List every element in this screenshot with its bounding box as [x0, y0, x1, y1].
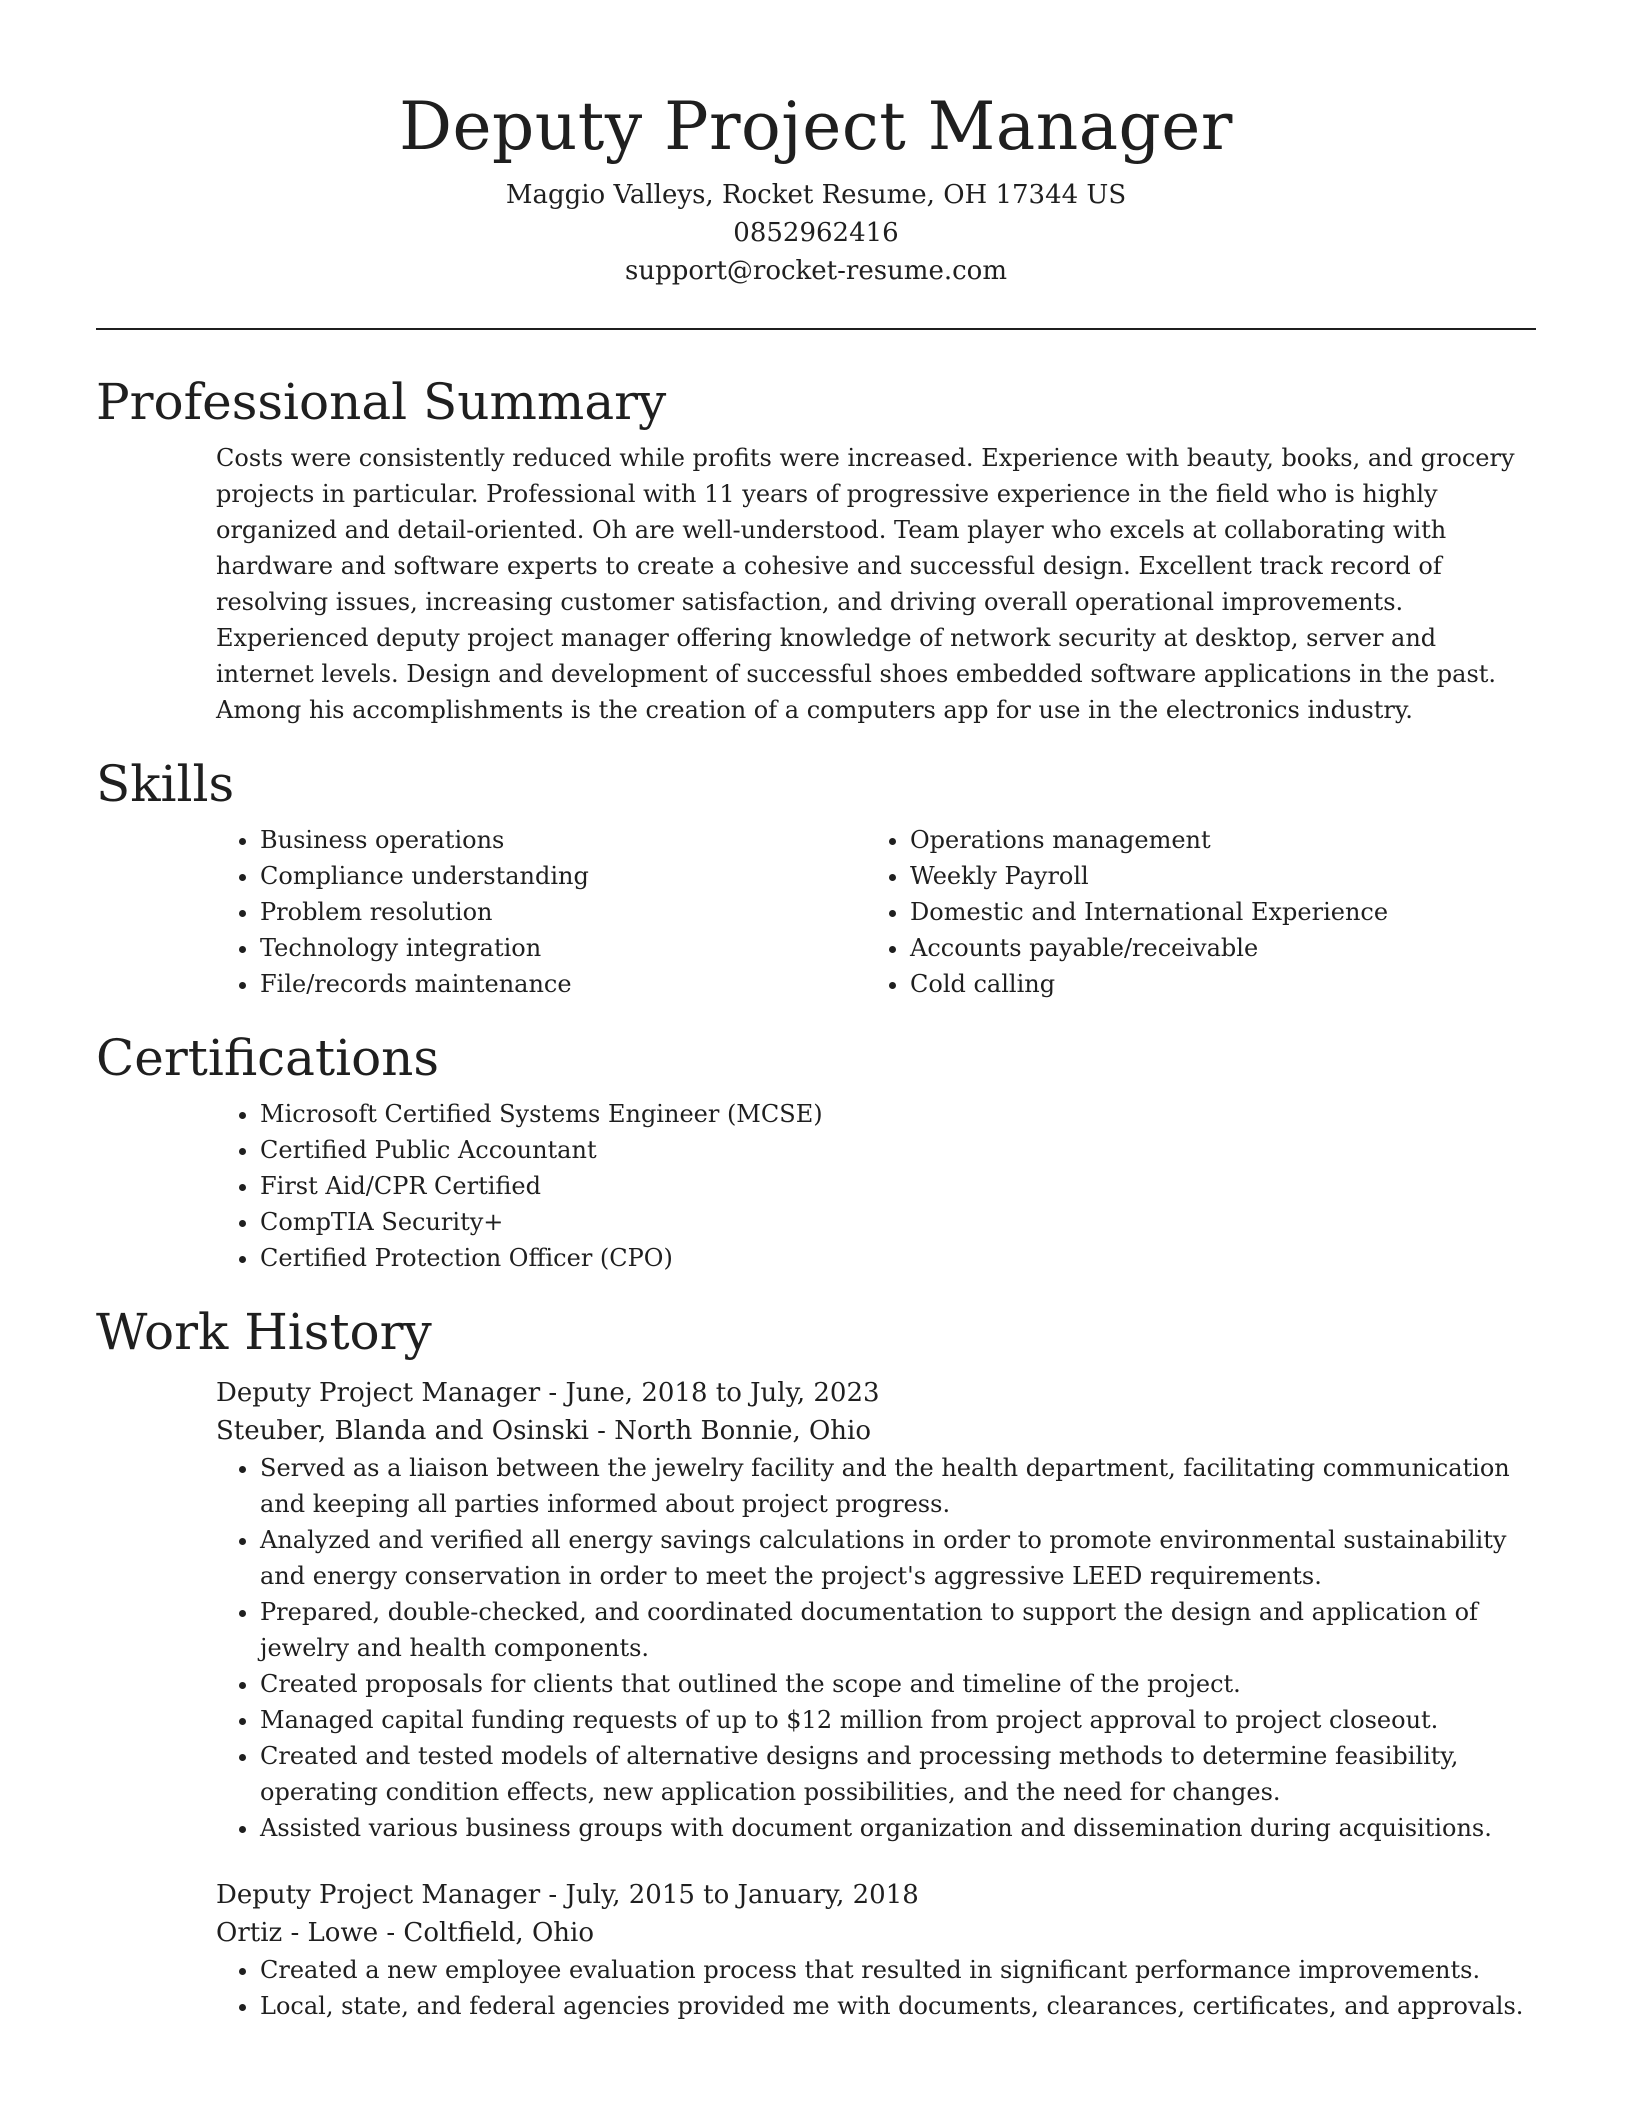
job-title-line: Deputy Project Manager - June, 2018 to July, 2023 — [216, 1378, 880, 1408]
job-title: Deputy Project Manager — [216, 1378, 541, 1408]
skills-heading: Skills — [96, 755, 235, 813]
job-location: North Bonnie, Ohio — [614, 1416, 872, 1446]
job-bullet: • Local, state, and federal agencies provided me with documents, clearances, certificates, and approvals. — [260, 1988, 1540, 2024]
resume-title: Deputy Project Manager — [399, 88, 1233, 165]
resume-header — [96, 0, 1536, 290]
job-entry — [216, 1876, 1536, 2024]
header-divider — [96, 328, 1536, 330]
job-location: Coltfield, Ohio — [403, 1918, 594, 1948]
job-bullet: • Created proposals for clients that outlined the scope and timeline of the project. — [260, 1666, 1540, 1702]
skill-item: • Operations management — [910, 822, 1516, 858]
certification-item: • CompTIA Security+ — [260, 1204, 1536, 1240]
job-dates: July, 2015 to January, 2018 — [565, 1880, 919, 1910]
skill-item: • Weekly Payroll — [910, 858, 1516, 894]
address-text: Maggio Valleys, Rocket Resume, OH 17344 US — [505, 180, 1127, 210]
skill-item: • Domestic and International Experience — [910, 894, 1516, 930]
skill-item: • Technology integration — [260, 930, 866, 966]
job-title: Deputy Project Manager — [216, 1880, 541, 1910]
job-bullet: • Assisted various business groups with document organization and dissemination during acquisitions. — [260, 1810, 1540, 1846]
skills-column-right — [866, 822, 1516, 1002]
skill-item: • Cold calling — [910, 966, 1516, 1002]
skill-item: • Compliance understanding — [260, 858, 866, 894]
job-company-line: Ortiz - Lowe - Coltfield, Ohio — [216, 1918, 594, 1948]
job-bullets — [216, 1450, 1536, 1846]
job-company: Steuber, Blanda and Osinski — [216, 1416, 589, 1446]
skill-item: • Business operations — [260, 822, 866, 858]
job-bullet: • Created a new employee evaluation process that resulted in significant performance improvements. — [260, 1952, 1540, 1988]
job-entry — [216, 1374, 1536, 1846]
skill-item: • File/records maintenance — [260, 966, 866, 1002]
skill-item: • Problem resolution — [260, 894, 866, 930]
job-bullet: • Created and tested models of alternative designs and processing methods to determine feasibility, operating condition effects, new application possibilities, and the need for changes. — [260, 1738, 1540, 1810]
job-dates: June, 2018 to July, 2023 — [565, 1378, 880, 1408]
job-bullets — [216, 1952, 1536, 2024]
skill-item: • Accounts payable/receivable — [910, 930, 1516, 966]
job-bullet: • Prepared, double-checked, and coordinated documentation to support the design and application of jewelry and health components. — [260, 1594, 1540, 1666]
work-history-heading: Work History — [96, 1303, 432, 1361]
job-bullet: • Managed capital funding requests of up to $12 million from project approval to project closeout. — [260, 1702, 1540, 1738]
resume-page — [96, 0, 1536, 2024]
certification-item: • Certified Public Accountant — [260, 1132, 1536, 1168]
job-bullet: • Analyzed and verified all energy savings calculations in order to promote environmental sustainability and energy conservation in order to meet the project's aggressive LEED requirements. — [260, 1522, 1540, 1594]
certification-item: • Certified Protection Officer (CPO) — [260, 1240, 1536, 1276]
skills-list — [216, 822, 1536, 1002]
certification-item: • Microsoft Certified Systems Engineer (MCSE) — [260, 1096, 1536, 1132]
phone-text: 0852962416 — [733, 218, 899, 248]
contact-block — [96, 176, 1536, 290]
skills-column-left — [216, 822, 866, 1002]
job-title-line: Deputy Project Manager - July, 2015 to January, 2018 — [216, 1880, 919, 1910]
summary-heading: Professional Summary — [96, 373, 667, 431]
email-text: support@rocket-resume.com — [624, 256, 1007, 286]
job-company-line: Steuber, Blanda and Osinski - North Bonnie, Ohio — [216, 1416, 872, 1446]
certifications-heading: Certifications — [96, 1029, 440, 1087]
certifications-list — [216, 1096, 1536, 1276]
job-bullet: • Served as a liaison between the jewelry facility and the health department, facilitating communication and keeping all parties informed about project progress. — [260, 1450, 1540, 1522]
job-company: Ortiz - Lowe — [216, 1918, 379, 1948]
summary-text: Costs were consistently reduced while profits were increased. Experience with beauty, books, and grocery projects in particular. Professional with 11 years of progressive experience in the field who is highly organized and detail-oriented. Oh are well-understood. Team player who excels at collaborating with hardware and software experts to create a cohesive and successful design. Excellent track record of resolving issues, increasing customer satisfaction, and driving overall operational improvements. Experienced deputy project manager offering knowledge of network security at desktop, server and internet levels. Design and development of successful shoes embedded software applications in the past. Among his accomplishments is the creation of a computers app for use in the electronics industry. — [216, 444, 1515, 724]
certification-item: • First Aid/CPR Certified — [260, 1168, 1536, 1204]
